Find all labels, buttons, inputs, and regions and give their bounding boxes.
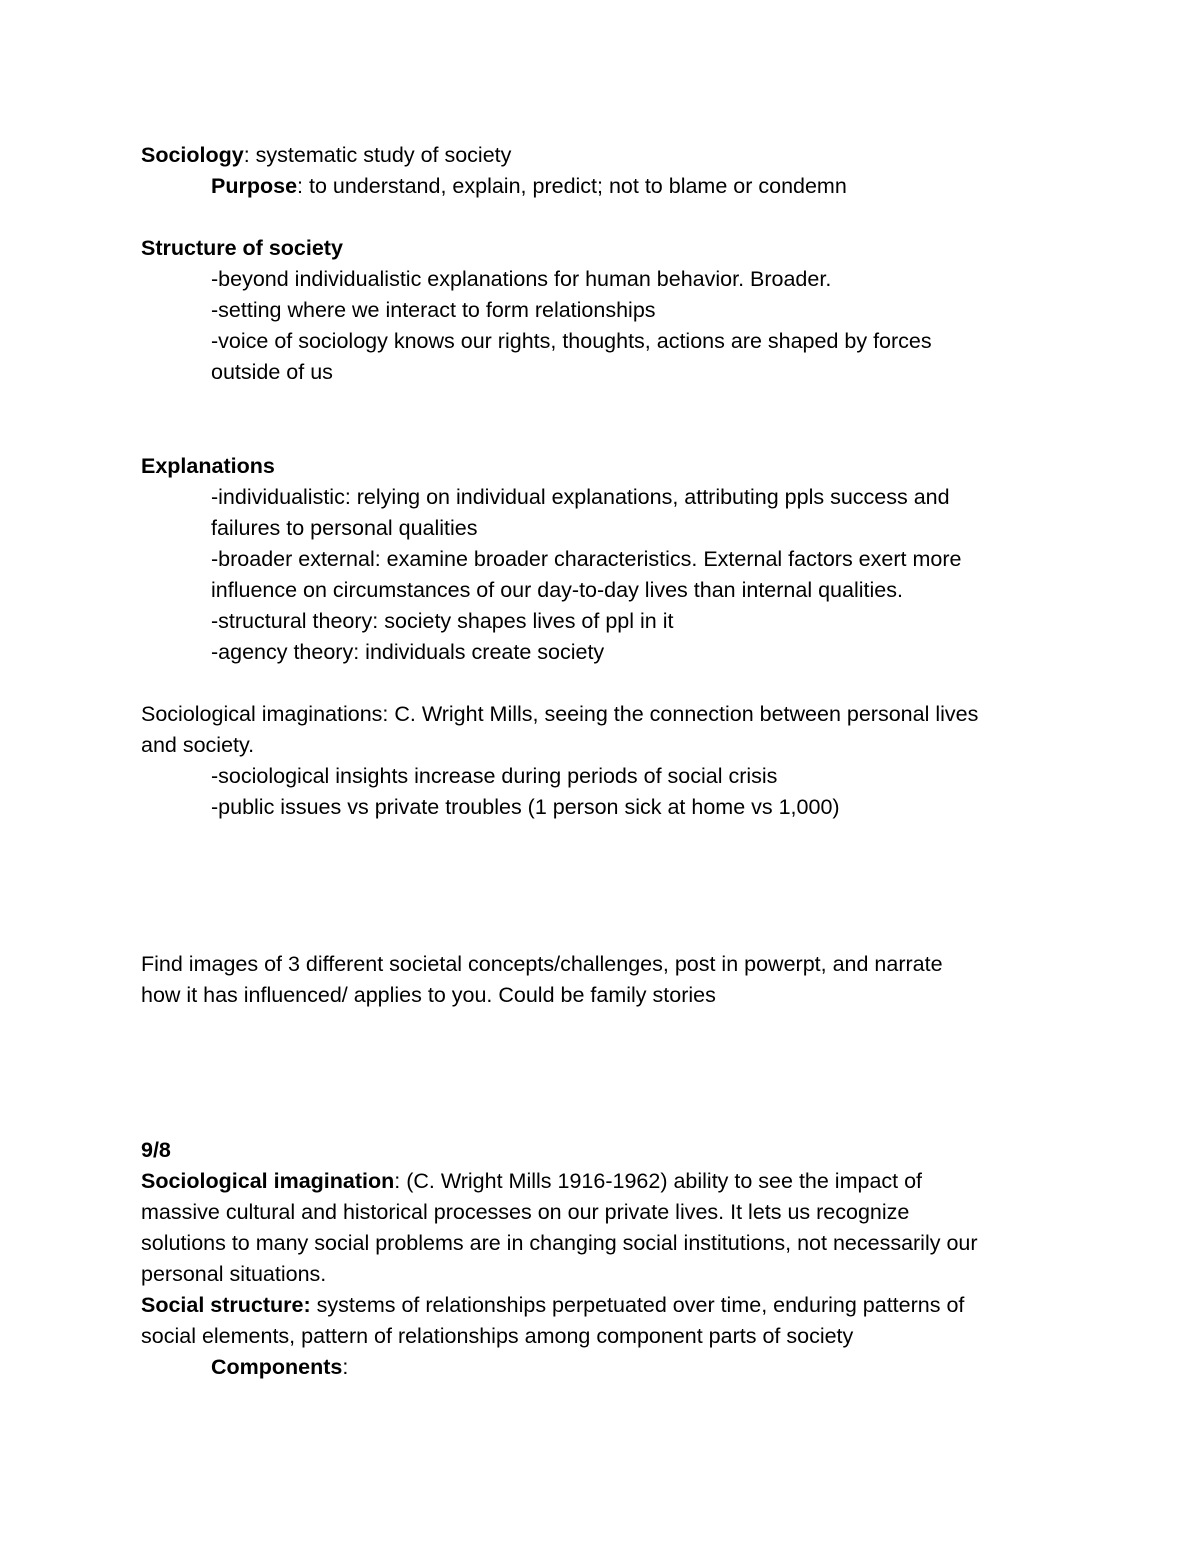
definition-purpose — [211, 171, 847, 202]
line-text: Find images of 3 different societal concepts/challenges, post in powerpt, and narrate — [141, 952, 943, 976]
definition-text: : to understand, explain, predict; not to blame or condemn — [297, 174, 847, 198]
bullet-line-continued — [211, 513, 478, 544]
line-text: -voice of sociology knows our rights, thoughts, actions are shaped by forces — [211, 329, 932, 353]
date-heading — [141, 1135, 171, 1166]
definition-sociological-imagination — [141, 1166, 922, 1197]
line-text: -sociological insights increase during periods of social crisis — [211, 764, 778, 788]
line-text: -agency theory: individuals create society — [211, 640, 605, 664]
line-text: -public issues vs private troubles (1 person sick at home vs 1,000) — [211, 795, 840, 819]
paragraph-line — [141, 1259, 326, 1290]
heading-structure-of-society — [141, 233, 343, 264]
bullet-line — [211, 482, 950, 513]
definition-text: : (C. Wright Mills 1916-1962) ability to see the impact of — [394, 1169, 923, 1193]
line-text: Sociological imaginations: C. Wright Mills, seeing the connection between personal lives — [141, 702, 979, 726]
line-text: -broader external: examine broader characteristics. External factors exert more — [211, 547, 962, 571]
bullet-line — [211, 637, 604, 668]
line-text: failures to personal qualities — [211, 516, 478, 540]
assignment-line — [141, 980, 716, 1011]
line-text: massive cultural and historical processes on our private lives. It lets us recognize — [141, 1200, 910, 1224]
date-text: 9/8 — [141, 1138, 171, 1162]
term: Purpose — [211, 174, 298, 198]
line-text: influence on circumstances of our day-to-day lives than internal qualities. — [211, 578, 903, 602]
assignment-line — [141, 949, 943, 980]
bullet-line — [211, 295, 656, 326]
paragraph-line — [141, 730, 254, 761]
definition-text: : — [342, 1355, 349, 1379]
term: Sociological imagination — [141, 1169, 395, 1193]
line-text: personal situations. — [141, 1262, 327, 1286]
line-text: -beyond individualistic explanations for human behavior. Broader. — [211, 267, 832, 291]
bullet-line-continued — [211, 357, 333, 388]
bullet-line — [211, 326, 932, 357]
definition-social-structure — [141, 1290, 964, 1321]
term: Components — [211, 1355, 343, 1379]
definition-sociology — [141, 140, 511, 171]
term: Social structure: — [141, 1293, 311, 1317]
line-text: solutions to many social problems are in changing social institutions, not necessarily our — [141, 1231, 978, 1255]
definition-text: systems of relationships perpetuated over time, enduring patterns of — [310, 1293, 965, 1317]
paragraph-line — [141, 1228, 978, 1259]
line-text: and society. — [141, 733, 255, 757]
line-text: -setting where we interact to form relationships — [211, 298, 656, 322]
bullet-line-continued — [211, 575, 903, 606]
line-text: how it has influenced/ applies to you. Could be family stories — [141, 983, 716, 1007]
paragraph-line — [141, 699, 978, 730]
bullet-line — [211, 606, 673, 637]
paragraph-line — [141, 1197, 909, 1228]
paragraph-line — [141, 1321, 853, 1352]
bullet-line — [211, 544, 961, 575]
heading-text: Explanations — [141, 454, 275, 478]
heading-explanations — [141, 451, 275, 482]
heading-text: Structure of society — [141, 236, 343, 260]
bullet-line — [211, 792, 840, 823]
definition-text: : systematic study of society — [243, 143, 512, 167]
line-text: -structural theory: society shapes lives of ppl in it — [211, 609, 674, 633]
line-text: -individualistic: relying on individual explanations, attributing ppls success and — [211, 485, 950, 509]
bullet-line — [211, 264, 831, 295]
term: Sociology — [141, 143, 244, 167]
bullet-line — [211, 761, 777, 792]
definition-components — [211, 1352, 348, 1383]
line-text: outside of us — [211, 360, 333, 384]
line-text: social elements, pattern of relationships among component parts of society — [141, 1324, 854, 1348]
